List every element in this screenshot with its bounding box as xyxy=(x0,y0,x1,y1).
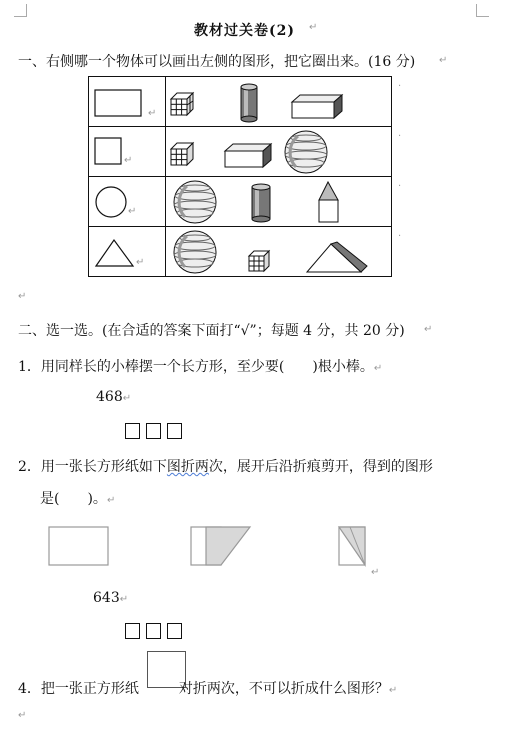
table-row xyxy=(89,77,392,127)
para-mark: · xyxy=(398,181,402,192)
cylinder-can-icon xyxy=(252,184,270,222)
section2-heading: 二、选一选。(在合适的答案下面打“√”；每题 4 分，共 20 分) xyxy=(18,323,405,339)
shape-matching-table xyxy=(88,76,402,277)
triangular-prism-icon xyxy=(307,242,367,272)
return-mark: ↵ xyxy=(106,495,116,506)
question-number: 1． xyxy=(18,359,41,375)
objects-cell[interactable] xyxy=(166,127,402,177)
table-row xyxy=(89,177,392,227)
question-text: 是( )。 xyxy=(40,491,107,507)
return-mark: ↵ xyxy=(18,710,27,721)
return-mark: ↵ xyxy=(439,55,448,66)
return-mark: ↵ xyxy=(371,567,380,578)
objects-row-3 xyxy=(166,177,394,227)
objects-cell[interactable] xyxy=(166,77,402,127)
question-text: 用同样长的小棒摆一个长方形，至少要( )根小棒。 xyxy=(40,359,374,375)
shape-cell-circle xyxy=(89,177,166,227)
table-row xyxy=(89,227,392,277)
rubik-cube-icon xyxy=(171,93,193,115)
return-mark: ↵ xyxy=(122,393,132,404)
shape-cell-triangle xyxy=(89,227,166,277)
question-number: 2． xyxy=(18,459,41,475)
objects-cell[interactable] xyxy=(166,227,402,277)
question-text-underlined: 图折两 xyxy=(166,459,209,475)
choices-text: 468 xyxy=(96,389,123,405)
question-text: 用一张长方形纸如下 xyxy=(40,459,167,475)
rectangle-shape xyxy=(89,77,165,127)
shape-cell-rectangle xyxy=(89,77,166,127)
rectangular-box-icon xyxy=(225,144,271,167)
return-mark: ↵ xyxy=(124,155,133,166)
objects-cell[interactable] xyxy=(166,177,402,227)
return-mark: ↵ xyxy=(18,291,27,302)
pentagonal-prism-icon xyxy=(319,182,338,222)
return-mark: ↵ xyxy=(136,257,145,268)
choices-text: 643 xyxy=(93,590,120,606)
circle-shape xyxy=(89,177,165,227)
sphere-icon xyxy=(174,181,216,223)
triangle-shape xyxy=(89,227,165,277)
objects-row-1 xyxy=(166,77,394,127)
rubik-cube-icon xyxy=(249,251,269,271)
answer-box-c[interactable] xyxy=(167,623,182,639)
table-row xyxy=(89,127,392,177)
first-fold-paper xyxy=(191,527,250,565)
square-shape xyxy=(89,127,165,177)
answer-choices xyxy=(93,590,128,606)
return-mark: ↵ xyxy=(119,594,129,605)
cylinder-can-icon xyxy=(241,84,257,122)
return-mark: ↵ xyxy=(128,206,137,217)
crop-mark-top-left xyxy=(14,4,27,17)
answer-box-a[interactable] xyxy=(125,623,140,639)
sphere-icon xyxy=(174,231,216,273)
question-2-line2 xyxy=(40,488,115,508)
flat-rectangle-paper xyxy=(49,527,108,565)
answer-box-b[interactable] xyxy=(146,423,161,439)
shape-cell-square xyxy=(89,127,166,177)
question-4 xyxy=(18,678,397,698)
para-mark: · xyxy=(398,231,402,242)
answer-box-a[interactable] xyxy=(125,423,140,439)
objects-row-2 xyxy=(166,127,394,177)
return-mark: ↵ xyxy=(148,108,157,119)
answer-choices xyxy=(96,389,131,405)
para-mark: · xyxy=(398,81,402,92)
return-mark: ↵ xyxy=(424,324,433,335)
page-title: 教材过关卷(2) xyxy=(194,23,295,39)
question-text: 次，展开后沿折痕剪开，得到的图形 xyxy=(208,459,433,475)
return-mark: ↵ xyxy=(373,363,383,374)
rectangular-box-icon xyxy=(292,95,342,118)
question-text: 对折两次，不可以折成什么图形？ xyxy=(178,681,389,697)
question-2 xyxy=(18,456,433,476)
objects-row-4 xyxy=(166,227,394,277)
fold-diagram xyxy=(48,526,408,576)
rubik-cube-icon xyxy=(171,143,193,165)
section1-heading: 一、右侧哪一个物体可以画出左侧的图形，把它圈出来。(16 分) xyxy=(18,54,416,70)
para-mark: · xyxy=(398,131,402,142)
question-1 xyxy=(18,356,382,376)
question-text: 把一张正方形纸 xyxy=(40,681,139,697)
crop-mark-top-right xyxy=(476,4,489,17)
answer-box-b[interactable] xyxy=(146,623,161,639)
question-number: 4． xyxy=(18,681,41,697)
sphere-icon xyxy=(285,131,327,173)
return-mark: ↵ xyxy=(309,22,318,33)
second-fold-paper xyxy=(339,527,365,565)
answer-box-c[interactable] xyxy=(167,423,182,439)
return-mark: ↵ xyxy=(388,685,398,696)
